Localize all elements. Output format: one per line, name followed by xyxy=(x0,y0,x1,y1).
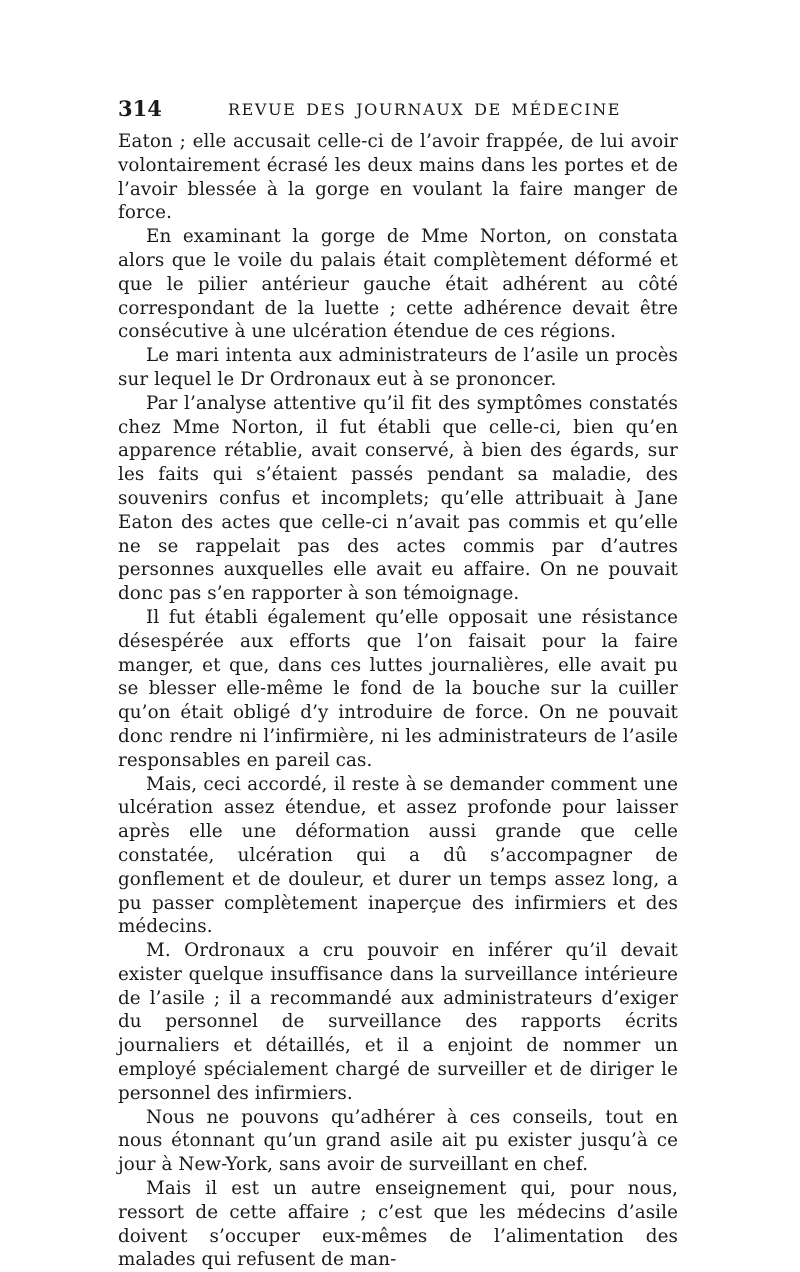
paragraph-5: Il fut établi également qu’elle opposait une résistance désespérée aux efforts que l’on faisait pour la faire manger, et que, dans ces luttes journalières, elle avait pu se blesser elle-même le fond de la bouche sur la cuiller qu’on était obligé d’y introduire de force. On ne pouvait donc rendre ni l’infirmière, ni les administrateurs de l’asile responsables en pareil cas. xyxy=(118,606,678,771)
running-head: REVUE DES JOURNAUX DE MÉDECINE xyxy=(228,100,622,119)
paragraph-3: Le mari intenta aux administrateurs de l’asile un procès sur lequel le Dr Ordronaux eut à se prononcer. xyxy=(118,345,678,390)
paragraph-7: M. Ordronaux a cru pouvoir en inférer qu’il devait exister quelque insuffisance dans la surveillance intérieure de l’asile ; il a recommandé aux administrateurs d’exiger du personnel de surveillance des rapports écrits journaliers et détaillés, et il a enjoint de nommer un employé spécialement chargé de surveiller et de diriger le personnel des infirmiers. xyxy=(118,940,678,1104)
paragraph-4: Par l’analyse attentive qu’il fit des symptômes constatés chez Mme Norton, il fut établi que celle-ci, bien qu’en apparence rétablie, avait conservé, à bien des égards, sur les faits qui s’étaient passés pendant sa maladie, des souvenirs confus et incomplets; qu’elle attribuait à Jane Eaton des actes que celle-ci n’avait pas commis et qu’elle ne se rappelait pas des actes commis par d’autres personnes auxquelles elle avait eu affaire. On ne pouvait donc pas s’en rapporter à son témoignage. xyxy=(118,392,678,605)
paragraph-1: Eaton ; elle accusait celle-ci de l’avoir frappée, de lui avoir volontairement écrasé les deux mains dans les portes et de l’avoir blessée à la gorge en voulant la faire manger de force. xyxy=(118,131,678,224)
body-text xyxy=(118,130,678,1272)
page-header xyxy=(118,96,676,126)
paragraph-2: En examinant la gorge de Mme Norton, on constata alors que le voile du palais était complètement déformé et que le pilier antérieur gauche était adhérent au côté correspondant de la luette ; cette adhérence devait être consécutive à une ulcération étendue de ces régions. xyxy=(118,226,678,343)
paragraph-8: Nous ne pouvons qu’adhérer à ces conseils, tout en nous étonnant qu’un grand asile ait pu exister jusqu’à ce jour à New-York, sans avoir de surveillant en chef. xyxy=(118,1106,678,1176)
page-number: 314 xyxy=(118,96,162,121)
paragraph-9: Mais il est un autre enseignement qui, pour nous, ressort de cette affaire ; c’est que les médecins d’asile doivent s’occuper eux-mêmes de l’alimentation des malades qui refusent de man- xyxy=(118,1178,678,1271)
paragraph-6: Mais, ceci accordé, il reste à se demander comment une ulcération assez étendue, et assez profonde pour laisser après elle une déformation aussi grande que celle constatée, ulcération qui a dû s’accompagner de gonflement et de douleur, et durer un temps assez long, a pu passer complètement inaperçue des infirmiers et des médecins. xyxy=(118,773,678,938)
